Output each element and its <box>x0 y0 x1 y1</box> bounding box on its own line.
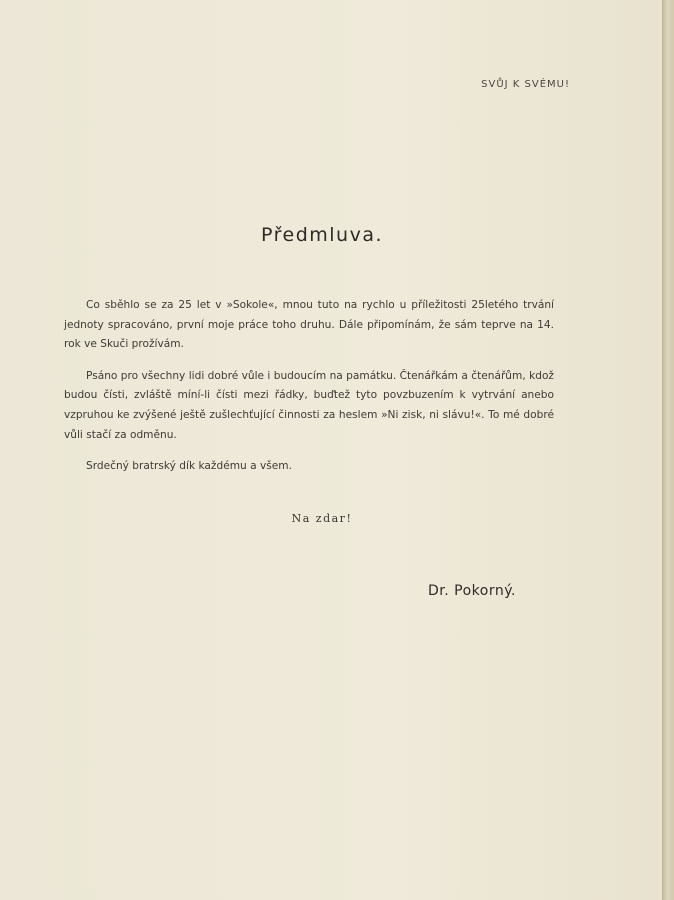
page-motto: SVŮJ K SVÉMU! <box>481 79 570 90</box>
paragraph-2 <box>64 367 554 445</box>
signature: Dr. Pokorný. <box>428 583 516 599</box>
page-title: Předmluva. <box>260 224 384 246</box>
paragraph-1 <box>64 296 554 355</box>
paragraph-2-text: Psáno pro všechny lidi dobré vůle i budoucím na památku. Čtenářkám a čtenářům, kdož budou čísti, zvláště míní-li čísti mezi řádky, buďtež tyto povzbuzením k vytrvání anebo vzpruhou ke zvýšené ještě zušlechťující činnosti za heslem »Ni zisk, ni slávu!«. To mé dobré vůli stačí za odměnu. <box>64 369 554 441</box>
paragraph-1-text: Co sběhlo se za 25 let v »Sokole«, mnou tuto na rychlo u příležitosti 25letého trvání jednoty spracováno, první moje práce toho druhu. Dále připomínám, že sám teprve na 14. rok ve Skuči prožívám. <box>64 299 554 351</box>
page-edge <box>662 0 674 900</box>
body-text <box>64 296 554 489</box>
paragraph-3-text: Srdečný bratrský dík každému a všem. <box>86 460 292 473</box>
paragraph-3 <box>64 457 554 477</box>
closing-greeting: Na zdar! <box>291 512 353 525</box>
